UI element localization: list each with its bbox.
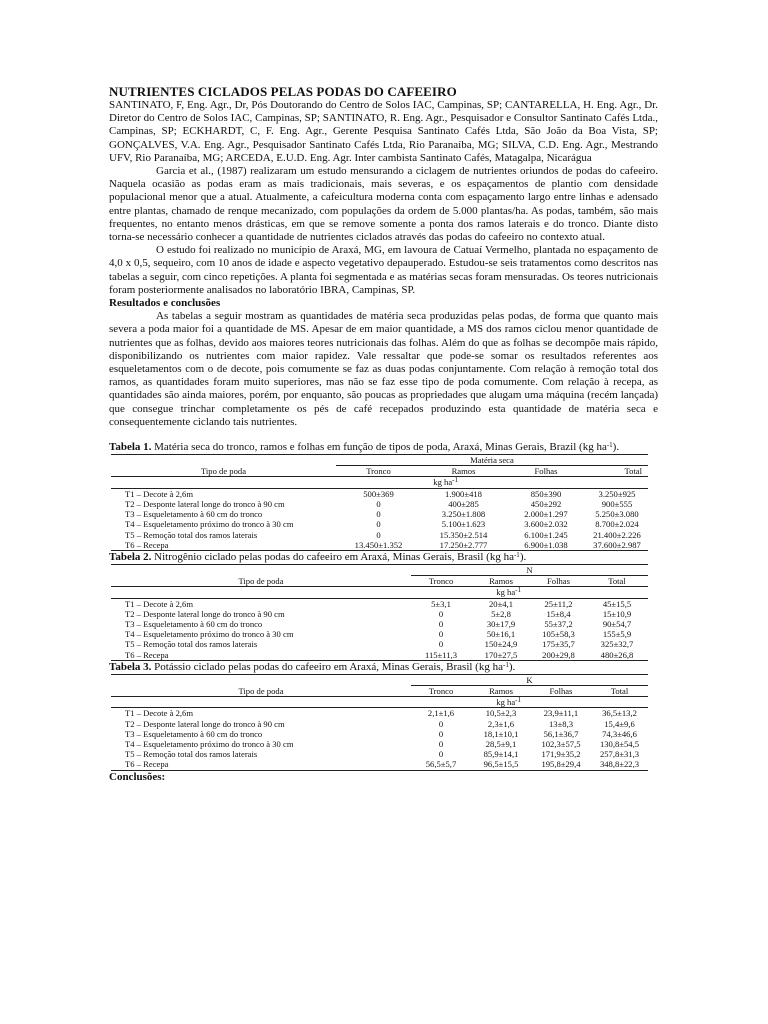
table-cell: 480±26,8	[600, 649, 634, 660]
table-1-unit-sup: -1	[452, 476, 458, 485]
conclusions-heading: Conclusões:	[109, 770, 166, 783]
table-cell: 0	[376, 509, 381, 520]
table-3-col-total: Total	[610, 685, 629, 696]
table-cell: 5.250±3.080	[595, 509, 639, 520]
treatment-code: T6 –	[125, 759, 141, 770]
treatment-label	[111, 509, 336, 519]
treatment-description: Desponte lateral longe do tronco à 90 cm	[141, 608, 285, 619]
table-2-body	[111, 598, 648, 660]
treatment-description: Esqueletamento à 60 cm do tronco	[141, 728, 263, 739]
treatment-label	[111, 729, 411, 739]
table-2-caption-text: Nitrogênio ciclado pelas podas do cafeeiro em Araxá, Minas Gerais, Brasil (kg ha	[151, 550, 514, 563]
author-list: SANTINATO, F, Eng. Agr., Dr, Pós Doutorando do Centro de Solos IAC, Campinas, SP; CANTARELLA, H. Eng. Agr., Dr. Diretor do Centro de Solos IAC, Campinas, SP; SANTINATO, R. Eng. Agr., Pesquisador e Consultor Santinato Cafés Ltda., Campinas, SP; ECKHARDT, C, F. Eng. Agr., Gerente Pesquisa Santinato Cafés Ltda, São João da Boa Vista, SP; GONÇALVES, V.A. Eng. Agr., Pesquisador Santinato Cafés Ltda, Rio Paranaíba, MG; SILVA, C.D. Eng. Agr., Mestrando UFV, Rio Paranaíba, MG; ARCEDA, E.U.D. Eng. Agr. Inter cambista Santinato Cafés, Matagalpa, Nicarágua	[109, 99, 658, 164]
table-cell: 50±16,1	[486, 629, 516, 640]
table-2-col-type: Tipo de poda	[238, 575, 284, 586]
table-3-col-folhas: Folhas	[549, 685, 573, 696]
treatment-label	[111, 749, 411, 759]
table-row	[111, 488, 648, 499]
treatment-description: Esqueletamento à 60 cm do tronco	[141, 509, 263, 520]
table-cell: 0	[376, 498, 381, 509]
methods-paragraph: O estudo foi realizado no município de Araxá, MG, em lavoura de Catuaí Vermelho, plantada no espaçamento de 4,0 x 0,5, sequeiro, com 10 anos de idade e aspecto vegetativo depauperado. Estudou-se seis tratamentos como descritos nas tabelas a seguir, com cinco repetições. A planta foi segmentada e as matérias secas foram mensuradas. Os teores nutricionais foram posteriormente analisados no laboratório IBRA, Campinas, SP.	[109, 244, 658, 296]
table-1-col-tronco: Tronco	[366, 466, 391, 477]
table-3	[111, 674, 648, 771]
table-1-header-blank	[111, 455, 336, 466]
table-cell: 15.350±2.514	[439, 529, 488, 540]
table-1-label: Tabela 1.	[109, 441, 152, 454]
table-cell: 3.250±1.808	[441, 509, 486, 520]
table-3-col-ramos: Ramos	[489, 685, 513, 696]
treatment-description: Recepa	[141, 649, 169, 660]
treatment-label	[111, 708, 411, 719]
table-1-caption-end: ).	[612, 441, 620, 454]
treatment-code: T5 –	[125, 529, 141, 540]
table-row	[111, 759, 648, 770]
table-cell: 3.600±2.032	[524, 519, 568, 530]
table-cell: 17.250±2.777	[439, 539, 488, 550]
table-cell: 150±24,9	[484, 639, 518, 650]
table-row	[111, 509, 648, 519]
table-row	[111, 519, 648, 529]
table-cell: 257,8±31,3	[599, 749, 640, 760]
treatment-code: T1 –	[125, 708, 141, 719]
table-row	[111, 609, 648, 619]
table-cell: 5.100±1.623	[441, 519, 486, 530]
treatment-code: T2 –	[125, 718, 141, 729]
treatment-code: T6 –	[125, 539, 141, 550]
treatment-code: T3 –	[125, 509, 141, 520]
table-cell: 45±15,5	[602, 598, 632, 609]
table-cell: 15±8,4	[546, 608, 571, 619]
table-cell: 96,5±15,5	[483, 759, 519, 770]
table-cell: 170±27,5	[484, 649, 518, 660]
treatment-description: Esqueletamento à 60 cm do tronco	[141, 618, 263, 629]
table-cell: 8.700±2.024	[595, 519, 639, 530]
table-row	[111, 719, 648, 729]
treatment-code: T5 –	[125, 749, 141, 760]
section-heading-results: Resultados e conclusões	[109, 297, 221, 310]
treatment-label	[111, 759, 411, 770]
table-row	[111, 530, 648, 540]
table-cell: 130,8±54,5	[599, 738, 640, 749]
table-row	[111, 729, 648, 739]
table-cell: 5±3,1	[431, 598, 451, 609]
table-cell: 195,8±29,4	[541, 759, 581, 770]
treatment-description: Remoção total dos ramos laterais	[141, 529, 258, 540]
table-3-col-tronco: Tronco	[428, 685, 454, 696]
table-3-caption-sup: -1	[502, 660, 509, 669]
treatment-label	[111, 619, 411, 629]
table-3-caption	[109, 661, 658, 674]
treatment-description: Desponte lateral longe do tronco à 90 cm	[141, 718, 285, 729]
paper-title: NUTRIENTES CICLADOS PELAS PODAS DO CAFEEIRO	[109, 84, 457, 99]
table-1-caption	[109, 441, 658, 454]
table-cell: 85,9±14,1	[483, 749, 519, 760]
treatment-code: T1 –	[125, 488, 141, 499]
table-row	[111, 598, 648, 609]
treatment-description: Recepa	[141, 539, 169, 550]
table-3-caption-end: ).	[508, 660, 516, 673]
table-cell: 5±2,8	[491, 608, 511, 619]
treatment-label	[111, 719, 411, 729]
treatment-label	[111, 650, 411, 661]
treatment-label	[111, 530, 336, 540]
table-3-unit-row	[411, 697, 531, 708]
table-cell: 30±17,9	[486, 618, 516, 629]
treatment-label	[111, 499, 336, 509]
treatment-label	[111, 519, 336, 529]
document-page	[109, 84, 658, 784]
table-2-label: Tabela 2.	[109, 550, 152, 563]
table-2-unit: kg ha	[496, 587, 516, 598]
table-cell: 105±58,3	[542, 629, 575, 640]
table-cell: 55±37,2	[544, 618, 573, 629]
table-3-body	[111, 708, 648, 770]
table-cell: 0	[438, 718, 444, 729]
table-1-caption-sup: -1	[606, 441, 613, 450]
treatment-description: Esqueletamento próximo do tronco à 30 cm	[141, 629, 294, 640]
treatment-description: Remoção total dos ramos laterais	[141, 749, 258, 760]
table-cell: 2,3±1,6	[487, 718, 515, 729]
table-3-label: Tabela 3.	[109, 660, 152, 673]
treatment-label	[111, 639, 411, 649]
treatment-code: T5 –	[125, 639, 141, 650]
table-cell: 74,3±46,6	[602, 728, 637, 739]
treatment-label	[111, 629, 411, 639]
table-2-col-folhas: Folhas	[547, 576, 570, 587]
table-1	[111, 454, 648, 551]
treatment-label	[111, 598, 411, 609]
table-1-col-type: Tipo de poda	[200, 466, 247, 477]
table-3-caption-text: Potássio ciclado pelas podas do cafeeiro em Araxá, Minas Gerais, Brasil (kg ha	[151, 660, 503, 673]
table-cell: 500±369	[363, 488, 394, 499]
table-1-col-folhas: Folhas	[534, 466, 558, 477]
treatment-description: Esqueletamento próximo do tronco à 30 cm	[141, 738, 294, 749]
table-cell: 56,1±36,7	[543, 728, 579, 739]
table-row	[111, 708, 648, 719]
treatment-description: Esqueletamento próximo do tronco à 30 cm	[141, 519, 294, 530]
table-row	[111, 540, 648, 551]
table-2-unit-row	[411, 587, 531, 598]
table-cell: 6.900±1.038	[524, 539, 568, 550]
table-1-caption-text: Matéria seca do tronco, ramos e folhas em função de tipos de poda, Araxá, Minas Gerais, Brazil (kg ha	[151, 441, 607, 454]
table-row	[111, 639, 648, 649]
table-cell: 25±11,2	[544, 598, 573, 609]
table-1-unit-row	[336, 477, 506, 488]
table-2-unit-sup: -1	[515, 586, 521, 595]
table-cell: 200±29,8	[542, 649, 575, 660]
treatment-code: T4 –	[125, 629, 141, 640]
treatment-code: T4 –	[125, 738, 141, 749]
table-cell: 0	[438, 738, 444, 749]
table-cell: 13.450±1.352	[354, 539, 403, 550]
table-cell: 1.900±418	[445, 488, 482, 499]
treatment-code: T6 –	[125, 649, 141, 660]
treatment-description: Remoção total dos ramos laterais	[141, 639, 258, 650]
table-cell: 450±292	[530, 498, 562, 509]
treatment-label	[111, 488, 336, 499]
table-row	[111, 650, 648, 661]
table-cell: 10,5±2,3	[485, 708, 517, 719]
table-3-unit-sup: -1	[515, 696, 521, 705]
table-cell: 325±32,7	[600, 639, 634, 650]
table-cell: 2,1±1,6	[427, 708, 455, 719]
table-cell: 21.400±2.226	[593, 529, 641, 540]
table-1-unit: kg ha	[433, 477, 453, 488]
table-cell: 0	[438, 618, 444, 629]
table-cell: 155±5,9	[602, 629, 632, 640]
table-cell: 115±11,3	[424, 649, 457, 660]
table-2-caption	[109, 551, 658, 564]
table-cell: 15±10,9	[602, 608, 632, 619]
table-cell: 15,4±9,6	[604, 718, 635, 729]
treatment-code: T2 –	[125, 498, 141, 509]
table-2-group-header: N	[411, 564, 648, 575]
table-1-body	[111, 488, 648, 550]
table-2	[111, 564, 648, 661]
table-cell: 0	[376, 519, 381, 530]
table-cell: 6.100±1.245	[524, 529, 568, 540]
treatment-label	[111, 540, 336, 551]
table-cell: 28,5±9,1	[485, 738, 517, 749]
treatment-description: Desponte lateral longe do tronco à 90 cm	[141, 498, 285, 509]
table-row	[111, 499, 648, 509]
table-cell: 90±54,7	[602, 618, 632, 629]
table-cell: 2.000±1.297	[524, 509, 568, 520]
treatment-description: Decote à 2,6m	[141, 598, 194, 609]
table-row	[111, 749, 648, 759]
table-2-col-ramos: Ramos	[489, 576, 513, 587]
treatment-label	[111, 609, 411, 619]
table-1-col-ramos: Ramos	[451, 466, 476, 477]
treatment-code: T1 –	[125, 598, 141, 609]
treatment-description: Recepa	[141, 759, 169, 770]
treatment-description: Decote à 2,6m	[141, 708, 194, 719]
table-cell: 37.600±2.987	[593, 539, 641, 550]
table-cell: 348,8±22,3	[599, 759, 640, 770]
table-cell: 900±555	[601, 498, 633, 509]
table-3-group-header: K	[411, 674, 648, 685]
treatment-code: T3 –	[125, 728, 141, 739]
treatment-label	[111, 739, 411, 749]
table-2-col-tronco: Tronco	[428, 576, 454, 587]
table-3-unit: kg ha	[496, 697, 516, 708]
table-cell: 0	[438, 728, 444, 739]
table-1-group-header: Matéria seca	[336, 455, 648, 466]
table-cell: 13±8,3	[548, 718, 574, 729]
table-cell: 0	[438, 639, 444, 650]
table-cell: 56,5±5,7	[425, 759, 457, 770]
table-2-col-total: Total	[608, 576, 626, 587]
table-row	[111, 619, 648, 629]
table-row	[111, 739, 648, 749]
treatment-code: T3 –	[125, 618, 141, 629]
table-cell: 23,9±11,1	[543, 708, 579, 719]
results-paragraph: As tabelas a seguir mostram as quantidades de matéria seca produzidas pelas podas, de forma que quanto mais severa a poda maior foi a quantidade de MS. Apesar de em maior quantidade, a MS dos ramos ciclou menor quantidade de nutrientes que as folhas, devido aos maiores teores nutricionais das folhas. Além do que as folhas se decompõe mais rápido, disponibilizando os nutrientes com maior rapidez. Vale ressaltar que pode-se somar os resultados referentes aos esqueletamentos com o de decote, pois comumente se faz as duas podas conjuntamente. Com relação à remoção total dos ramos, as quantidades foram muito superiores, mas não se faz esse tipo de poda comumente. Com relação à recepa, as quantidades são ainda maiores, porém, por enquanto, são poucas as propriedades que alugam uma máquina (recém lançada) que consegue trinchar completamente os pés de café recepados produzindo esta quantidade de matéria seca e consequentemente ciclando tais nutrientes.	[109, 310, 658, 428]
table-3-col-type: Tipo de poda	[238, 685, 284, 696]
table-2-caption-sup: -1	[513, 550, 520, 559]
treatment-code: T4 –	[125, 519, 141, 530]
table-cell: 0	[438, 629, 444, 640]
table-cell: 171,9±35,2	[541, 749, 581, 760]
table-cell: 0	[376, 529, 381, 540]
table-cell: 850±390	[530, 488, 562, 499]
intro-paragraph: Garcia et al., (1987) realizaram um estudo mensurando a ciclagem de nutrientes oriundos de podas do cafeeiro. Naquela ocasião as podas eram as mais tradicionais, mais severas, e os espaçamentos de plantio com densidade populacional menor que a atual. Atualmente, a cafeicultura moderna conta com espaçamento largo entre linhas e adensado entre plantas, chamado de renque mecanizado, com populações da ordem de 5.000 plantas/ha. As podas, também, são mais frequentes, no entanto menos drásticas, em que se remove somente a ponta dos ramos laterais e do tronco. Diante disto torna-se necessário conhecer a quantidade de nutrientes ciclados através das podas do cafeeiro no contexto atual.	[109, 165, 658, 244]
table-cell: 102,3±57,5	[541, 738, 581, 749]
table-cell: 400±285	[448, 498, 479, 509]
treatment-description: Decote à 2,6m	[141, 488, 194, 499]
table-row	[111, 629, 648, 639]
table-cell: 3.250±925	[598, 488, 636, 499]
table-1-col-total: Total	[624, 466, 642, 477]
treatment-code: T2 –	[125, 608, 141, 619]
table-cell: 0	[438, 608, 444, 619]
table-cell: 36,5±13,2	[602, 708, 637, 719]
table-cell: 0	[438, 749, 444, 760]
table-cell: 175±35,7	[542, 639, 575, 650]
table-cell: 18,1±10,1	[483, 728, 519, 739]
table-2-caption-end: ).	[519, 550, 527, 563]
table-cell: 20±4,1	[488, 598, 514, 609]
